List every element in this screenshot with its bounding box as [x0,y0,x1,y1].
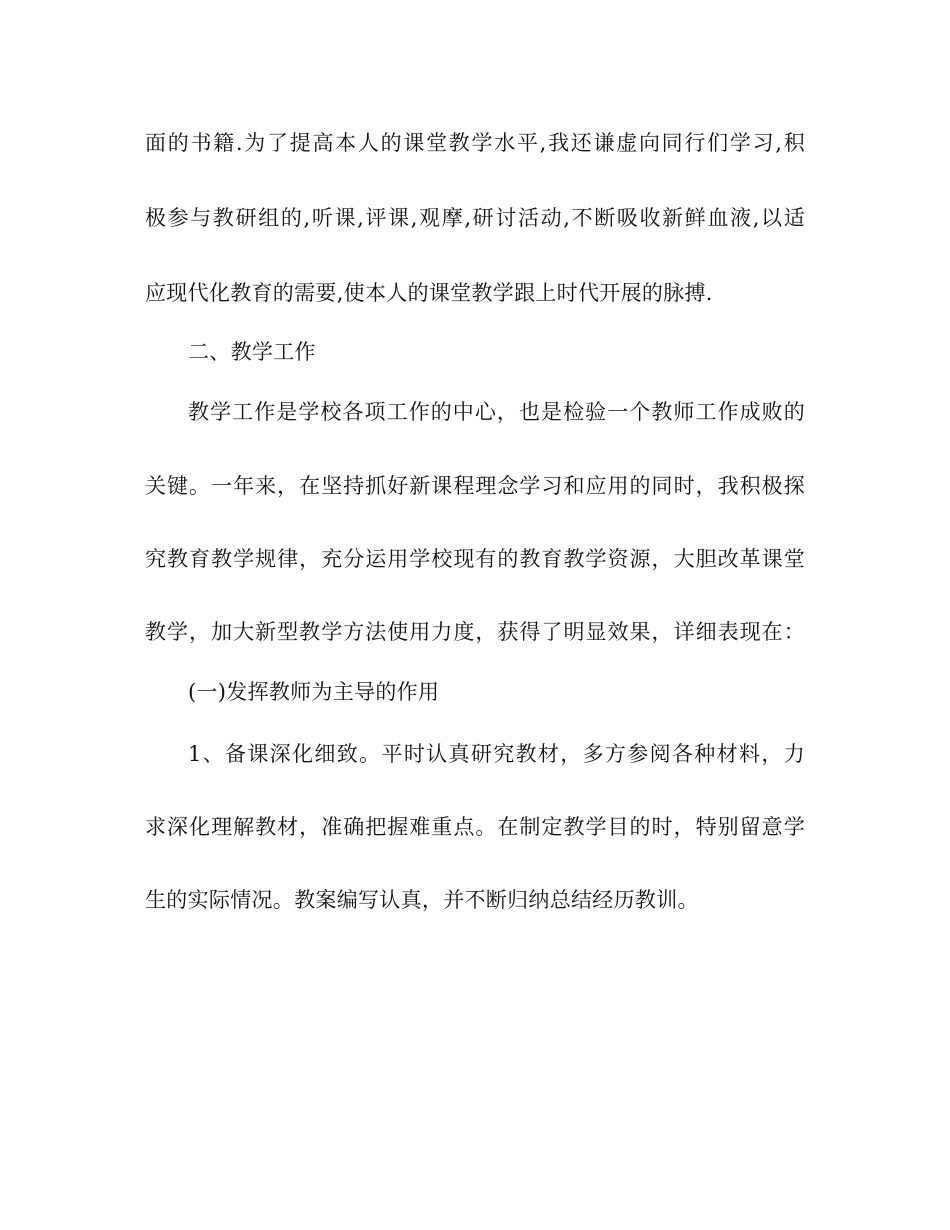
section-heading-teaching-work: 二、教学工作 [188,340,316,364]
paragraph-1-line-3: 应现代化教育的需要,使本人的课堂教学跟上时代开展的脉搏. [145,281,713,305]
paragraph-2-line-4: 教学，加大新型教学方法使用力度，获得了明显效果，详细表现在： [145,620,805,644]
paragraph-3-line-2: 求深化理解教材，准确把握难重点。在制定教学目的时，特别留意学 [145,815,805,839]
paragraph-2-line-1: 教学工作是学校各项工作的中心，也是检验一个教师工作成败的 [188,400,805,424]
paragraph-2-line-3: 究教育教学规律，充分运用学校现有的教育教学资源，大胆改革课堂 [145,547,805,571]
paragraph-2-line-2: 关键。一年来，在坚持抓好新课程理念学习和应用的同时，我积极探 [145,474,805,498]
subheading-teacher-leading-role: (一)发挥教师为主导的作用 [188,680,440,704]
paragraph-1-line-1: 面的书籍.为了提高本人的课堂教学水平,我还谦虚向同行们学习,积 [145,131,805,155]
paragraph-1-line-2: 极参与教研组的,听课,评课,观摩,研讨活动,不断吸收新鲜血液,以适 [145,206,805,230]
paragraph-3-line-3: 生的实际情况。教案编写认真，并不断归纳总结经历教训。 [145,888,699,912]
paragraph-3-line-1: 1、备课深化细致。平时认真研究教材，多方参阅各种材料，力 [188,742,805,766]
